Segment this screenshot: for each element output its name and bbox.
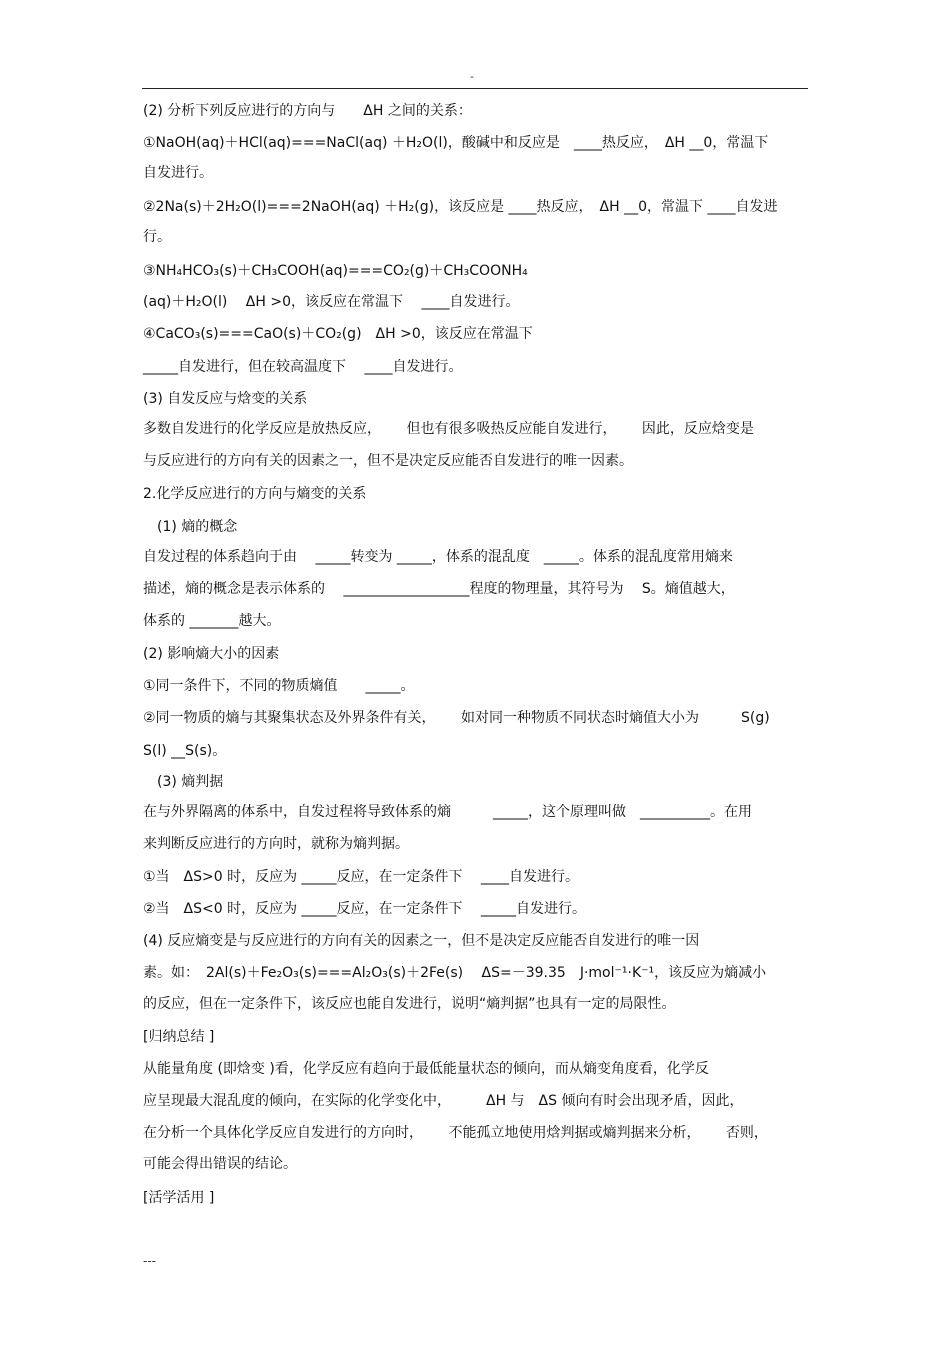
header-rule [142, 88, 808, 89]
text-line: ②当 ΔS<0 时，反应为 _____反应，在一定条件下 _____自发进行。 [143, 901, 587, 917]
header-mark: - [470, 70, 474, 83]
text-line: 来判断反应进行的方向时，就称为熵判据。 [143, 836, 409, 852]
text-line: 应呈现最大混乱度的倾向，在实际的化学变化中， ΔH 与 ΔS 倾向有时会出现矛盾，因此， [143, 1093, 744, 1109]
text-line: ②同一物质的熵与其聚集状态及外界条件有关， 如对同一种物质不同状态时熵值大小为 S(g) [143, 710, 770, 726]
text-line: 在分析一个具体化学反应自发进行的方向时， 不能孤立地使用焓判据或熵判据来分析， 否则， [143, 1125, 768, 1141]
text-line: 的反应，但在一定条件下，该反应也能自发进行，说明“熵判据”也具有一定的局限性。 [143, 996, 676, 1012]
text-line: S(l) __S(s)。 [143, 743, 227, 759]
section-heading: [归纳总结 ] [143, 1029, 215, 1045]
text-line: 在与外界隔离的体系中，自发过程将导致体系的熵 _____，这个原理叫做 __________。在用 [143, 804, 752, 820]
text-line: 体系的 _______越大。 [143, 613, 281, 629]
text-line: ①当 ΔS>0 时，反应为 _____反应，在一定条件下 ____自发进行。 [143, 869, 580, 885]
text-line: (aq)＋H₂O(l) ΔH >0，该反应在常温下 ____自发进行。 [143, 294, 520, 310]
section-heading: (3) 熵判据 [143, 774, 224, 790]
section-heading: (2) 影响熵大小的因素 [143, 646, 280, 662]
text-line: 与反应进行的方向有关的因素之一，但不是决定反应能否自发进行的唯一因素。 [143, 453, 633, 469]
text-line: 行。 [143, 229, 171, 245]
text-line: ①同一条件下，不同的物质熵值 _____。 [143, 678, 415, 694]
section-heading: [活学活用 ] [143, 1190, 215, 1206]
text-line: 自发过程的体系趋向于由 _____转变为 _____，体系的混乱度 _____。体系的混乱度常用熵来 [143, 549, 733, 565]
text-line: 描述，熵的概念是表示体系的 __________________程度的物理量，其符号为 S。熵值越大， [143, 581, 735, 597]
section-heading: (1) 熵的概念 [143, 519, 238, 535]
text-line: 素。如： 2Al(s)＋Fe₂O₃(s)===Al₂O₃(s)＋2Fe(s) ΔS=－39.35 J·mol⁻¹·K⁻¹，该反应为熵减小 [143, 965, 767, 981]
text-line: ①NaOH(aq)＋HCl(aq)===NaCl(aq) ＋H₂O(l)，酸碱中和反应是 ____热反应， ΔH __0，常温下 [143, 135, 769, 151]
text-line: 从能量角度 (即焓变 )看，化学反应有趋向于最低能量状态的倾向，而从熵变角度看，化学反 [143, 1061, 709, 1077]
text-line: ④CaCO₃(s)===CaO(s)＋CO₂(g) ΔH >0，该反应在常温下 [143, 326, 533, 342]
text-line: ③NH₄HCO₃(s)＋CH₃COOH(aq)===CO₂(g)＋CH₃COONH₄ [143, 263, 528, 279]
text-line: (2) 分析下列反应进行的方向与 ΔH 之间的关系： [143, 103, 472, 119]
footer-mark: --- [143, 1254, 156, 1268]
section-heading: (3) 自发反应与焓变的关系 [143, 391, 308, 407]
text-line: ②2Na(s)＋2H₂O(l)===2NaOH(aq) ＋H₂(g)，该反应是 ____热反应， ΔH __0，常温下 ____自发进 [143, 199, 778, 215]
text-line: 自发进行。 [143, 165, 213, 181]
text-line: _____自发进行，但在较高温度下 ____自发进行。 [143, 359, 463, 375]
text-line: 多数自发进行的化学反应是放热反应， 但也有很多吸热反应能自发进行， 因此，反应焓变是 [143, 421, 754, 437]
text-line: (4) 反应熵变是与反应进行的方向有关的因素之一，但不是决定反应能否自发进行的唯一因 [143, 933, 700, 949]
text-line: 可能会得出错误的结论。 [143, 1156, 297, 1172]
section-heading: 2.化学反应进行的方向与熵变的关系 [143, 486, 367, 502]
